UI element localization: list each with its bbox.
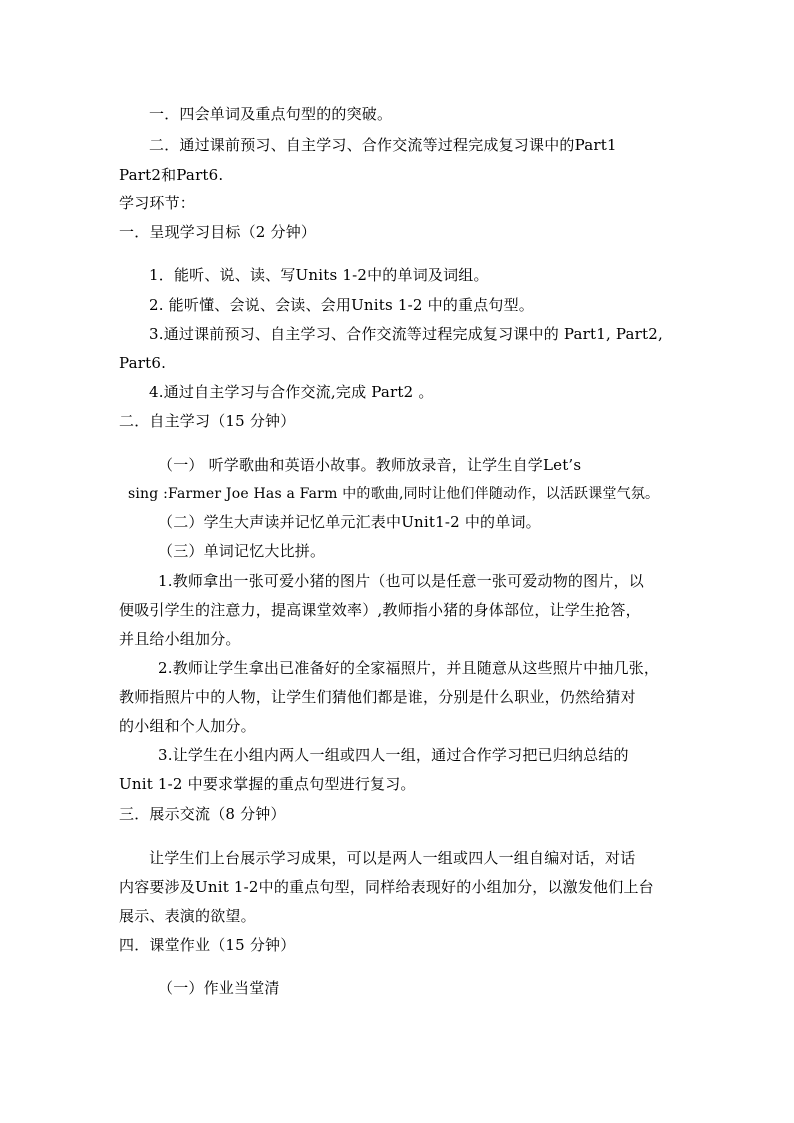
section-heading: 三．展示交流（8 分钟） <box>119 805 286 823</box>
text-line: 4.通过自主学习与合作交流,完成 Part2 。 <box>149 383 434 401</box>
text-line: Part2和Part6. <box>119 166 224 184</box>
text-line: （三）单词记忆大比拼。 <box>158 542 326 560</box>
text-line: 教师指照片中的人物，让学生们猜他们都是谁，分别是什么职业，仍然给猜对 <box>119 688 636 706</box>
text-line: sing :Farmer Joe Has a Farm 中的歌曲,同时让他们伴随动作，以活跃课堂气氛。 <box>128 486 660 502</box>
text-line: 并且给小组加分。 <box>119 630 241 648</box>
text-line: （一） 听学歌曲和英语小故事。教师放录音，让学生自学Let’s <box>158 456 582 474</box>
text-line: 1．能听、说、读、写Units 1-2中的单词及词组。 <box>149 266 489 284</box>
section-heading: 四．课堂作业（15 分钟） <box>119 936 296 954</box>
section-heading: 二．自主学习（15 分钟） <box>119 412 296 430</box>
text-line: （二）学生大声读并记忆单元汇表中Unit1-2 中的单词。 <box>158 513 541 531</box>
text-line: 的小组和个人加分。 <box>119 717 256 735</box>
text-line: 便吸引学生的注意力，提高课堂效率）,教师指小猪的身体部位，让学生抢答， <box>119 601 641 619</box>
text-line: 内容要涉及Unit 1-2中的重点句型，同样给表现好的小组加分，以激发他们上台 <box>119 878 654 896</box>
text-line: 2.教师让学生拿出已准备好的全家福照片，并且随意从这些照片中抽几张， <box>158 659 660 677</box>
text-line: Unit 1-2 中要求掌握的重点句型进行复习。 <box>119 775 416 793</box>
section-label: 学习环节： <box>119 194 196 212</box>
text-line: 1.教师拿出一张可爱小猪的图片（也可以是任意一张可爱动物的图片，以 <box>158 572 644 590</box>
section-heading: 一．呈现学习目标（2 分钟） <box>119 223 317 241</box>
text-line: 二．通过课前预习、自主学习、合作交流等过程完成复习课中的Part1 <box>149 136 617 154</box>
text-line: 2. 能听懂、会说、会读、会用Units 1-2 中的重点句型。 <box>149 296 534 314</box>
text-line: 3.让学生在小组内两人一组或四人一组，通过合作学习把已归纳总结的 <box>158 746 629 764</box>
text-line: 3.通过课前预习、自主学习、合作交流等过程完成复习课中的 Part1, Part2, <box>149 325 663 343</box>
text-line: Part6. <box>119 354 167 372</box>
text-line: 让学生们上台展示学习成果，可以是两人一组或四人一组自编对话，对话 <box>149 849 636 867</box>
text-line: 一．四会单词及重点句型的的突破。 <box>149 105 393 123</box>
subsection-heading: （一）作业当堂清 <box>158 979 280 997</box>
text-line: 展示、表演的欲望。 <box>119 907 256 925</box>
